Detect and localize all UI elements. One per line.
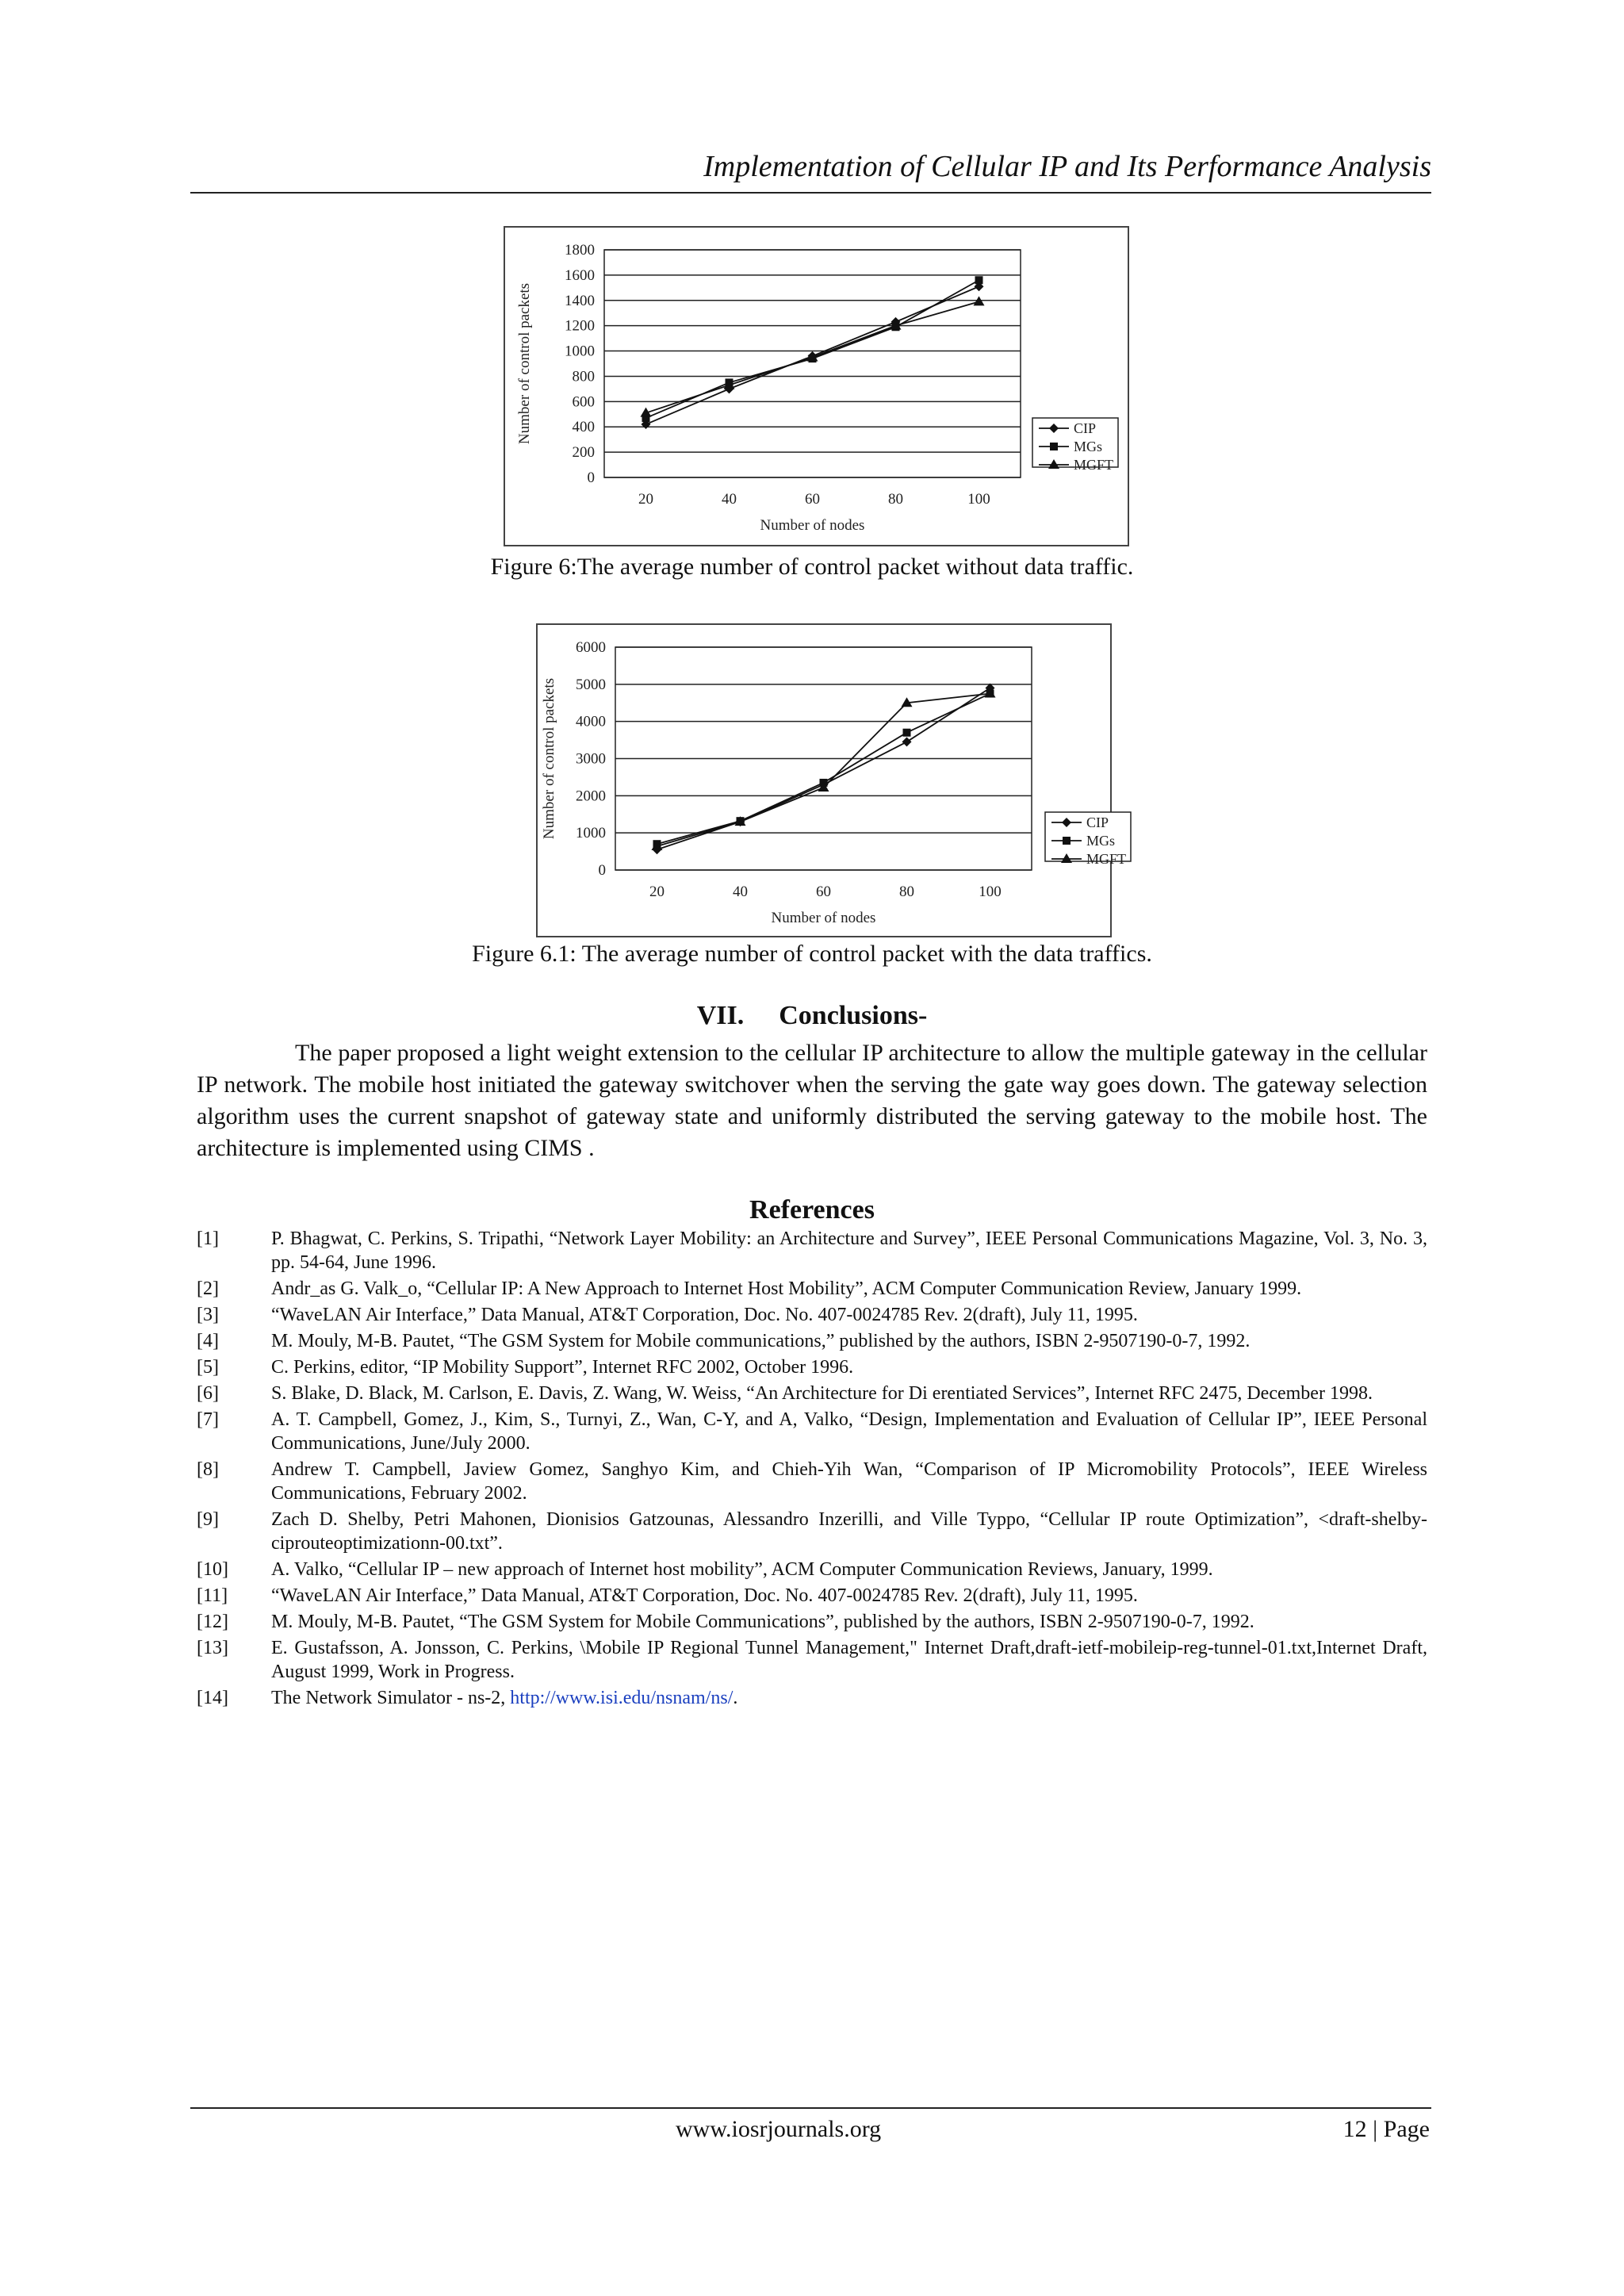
data-point xyxy=(902,737,912,746)
series-line xyxy=(657,694,990,845)
y-tick-label: 2000 xyxy=(576,788,606,805)
reference-text xyxy=(271,1382,1427,1405)
reference-text xyxy=(271,1227,1427,1274)
series-cip xyxy=(653,684,995,855)
figure-6-1-chart xyxy=(536,623,1127,937)
series-line xyxy=(657,688,990,850)
reference-text-body: Andrew T. Campbell, Jaview Gomez, Sanghyo Kim, and Chieh-Yih Wan, “Comparison of IP Micromobility Protocols”, IEEE Wireless Communications, February 2002. xyxy=(271,1459,1427,1504)
reference-item xyxy=(197,1636,1427,1684)
figure-6-1-svg xyxy=(538,625,1127,936)
reference-text-body: M. Mouly, M-B. Pautet, “The GSM System for Mobile Communications”, published by the authors, ISBN 2-9507190-0-7, 1992. xyxy=(271,1612,1254,1632)
reference-text-body: The Network Simulator - ns-2, xyxy=(271,1688,511,1708)
reference-text xyxy=(271,1303,1427,1327)
reference-item xyxy=(197,1408,1427,1455)
reference-text xyxy=(271,1408,1427,1455)
reference-item xyxy=(197,1329,1427,1353)
reference-number: [5] xyxy=(197,1357,219,1378)
reference-text-body: C. Perkins, editor, “IP Mobility Support”, Internet RFC 2002, October 1996. xyxy=(271,1357,854,1378)
reference-text xyxy=(271,1584,1427,1608)
legend-label: MGs xyxy=(1074,439,1103,454)
figure-6-1-caption: Figure 6.1: The average number of control packet with the data traffics. xyxy=(472,941,1152,967)
legend xyxy=(1045,812,1131,867)
x-tick-label: 80 xyxy=(899,884,914,900)
references-heading: References xyxy=(749,1195,875,1225)
y-tick-label: 600 xyxy=(572,393,595,411)
y-tick-label: 0 xyxy=(587,470,595,486)
x-axis-label: Number of nodes xyxy=(760,517,865,534)
reference-number: [4] xyxy=(197,1331,219,1351)
data-point xyxy=(903,729,911,737)
data-point xyxy=(975,276,983,284)
reference-number: [9] xyxy=(197,1509,219,1530)
y-tick-label: 0 xyxy=(598,862,606,879)
x-tick-label: 60 xyxy=(816,884,831,900)
y-tick-label: 1000 xyxy=(565,343,595,360)
reference-number: [8] xyxy=(197,1459,219,1480)
y-tick-label: 1800 xyxy=(565,242,595,259)
y-tick-label: 1400 xyxy=(565,292,595,309)
reference-text-body: “WaveLAN Air Interface,” Data Manual, AT&T Corporation, Doc. No. 407-0024785 Rev. 2(draft), July 11, 1995. xyxy=(271,1305,1138,1325)
reference-number: [2] xyxy=(197,1278,219,1299)
reference-text xyxy=(271,1329,1427,1353)
section-heading xyxy=(0,1001,1624,1031)
y-tick-label: 800 xyxy=(572,368,595,385)
legend-label: CIP xyxy=(1074,420,1097,436)
reference-text-body: A. T. Campbell, Gomez, J., Kim, S., Turnyi, Z., Wan, C-Y, and A, Valko, “Design, Implementation and Evaluation of Cellular IP”, IEEE Personal Communications, June/July 2000. xyxy=(271,1409,1427,1454)
legend-marker xyxy=(1063,837,1071,845)
reference-number: [1] xyxy=(197,1228,219,1249)
y-tick-label: 4000 xyxy=(576,713,606,730)
series-mgs xyxy=(642,276,983,422)
y-tick-label: 1000 xyxy=(576,825,606,842)
footer-url: www.iosrjournals.org xyxy=(676,2116,882,2142)
series-mgft xyxy=(652,688,996,850)
reference-text xyxy=(271,1686,1427,1710)
legend-label: MGs xyxy=(1086,833,1116,849)
y-tick-label: 400 xyxy=(572,419,595,436)
reference-text xyxy=(271,1458,1427,1505)
references-list xyxy=(197,1227,1427,1712)
reference-item xyxy=(197,1277,1427,1301)
legend-label: MGFT xyxy=(1086,851,1127,867)
x-tick-label: 40 xyxy=(733,884,748,900)
reference-text xyxy=(271,1558,1427,1581)
legend-label: MGFT xyxy=(1074,457,1114,473)
reference-text-body: Andr_as G. Valk_o, “Cellular IP: A New Approach to Internet Host Mobility”, ACM Computer Communication Review, January 1999. xyxy=(271,1278,1302,1299)
footer-page-number: 12 | Page xyxy=(1342,2116,1430,2142)
reference-number: [13] xyxy=(197,1638,228,1658)
reference-number: [11] xyxy=(197,1585,228,1606)
reference-text xyxy=(271,1277,1427,1301)
reference-text-body: “WaveLAN Air Interface,” Data Manual, AT&T Corporation, Doc. No. 407-0024785 Rev. 2(draft), July 11, 1995. xyxy=(271,1585,1138,1606)
reference-text-body: P. Bhagwat, C. Perkins, S. Tripathi, “Network Layer Mobility: an Architecture and Survey”, IEEE Personal Communications Magazine, Vol. 3, No. 3, pp. 54-64, June 1996. xyxy=(271,1228,1427,1273)
plot-area xyxy=(604,250,1021,477)
y-axis-label: Number of control packets xyxy=(516,282,533,445)
y-tick-label: 1600 xyxy=(565,266,595,284)
y-tick-label: 6000 xyxy=(576,639,606,656)
figure-6-caption: Figure 6:The average number of control packet without data traffic. xyxy=(490,554,1134,580)
reference-item xyxy=(197,1227,1427,1274)
reference-number: [7] xyxy=(197,1409,219,1430)
reference-text-body: Zach D. Shelby, Petri Mahonen, Dionisios Gatzounas, Alessandro Inzerilli, and Ville Typpo, “Cellular IP route Optimization”, <draft-shelby-ciprouteoptimizationn-00.txt”. xyxy=(271,1509,1427,1554)
reference-number: [12] xyxy=(197,1612,228,1632)
x-tick-label: 40 xyxy=(722,491,737,508)
y-tick-label: 3000 xyxy=(576,750,606,768)
reference-item xyxy=(197,1686,1427,1710)
x-tick-label: 100 xyxy=(979,884,1002,900)
header-rule xyxy=(190,192,1431,194)
reference-text-body: M. Mouly, M-B. Pautet, “The GSM System for Mobile communications,” published by the authors, ISBN 2-9507190-0-7, 1992. xyxy=(271,1331,1251,1351)
reference-number: [14] xyxy=(197,1688,228,1708)
reference-text-body: E. Gustafsson, A. Jonsson, C. Perkins, \Mobile IP Regional Tunnel Management," Internet Draft,draft-ietf-mobileip-reg-tunnel-01.txt,Internet Draft, August 1999, Work in Progress. xyxy=(271,1638,1427,1682)
y-tick-label: 200 xyxy=(572,444,595,462)
x-axis-label: Number of nodes xyxy=(771,910,876,926)
running-header: Implementation of Cellular IP and Its Performance Analysis xyxy=(703,150,1431,183)
conclusions-paragraph: The paper proposed a light weight extension to the cellular IP architecture to allow the multiple gateway in the cellular IP network. The mobile host initiated the gateway switchover when the serving the gate way goes down. The gateway selection algorithm uses the current snapshot of gateway state and uniformly distributed the serving gateway to the mobile host. The architecture is implemented using CIMS . xyxy=(197,1040,1427,1161)
reference-item xyxy=(197,1584,1427,1608)
figure-6-svg xyxy=(505,228,1128,545)
y-tick-label: 5000 xyxy=(576,676,606,693)
x-tick-label: 100 xyxy=(967,491,990,508)
legend xyxy=(1032,418,1118,473)
reference-text-body: S. Blake, D. Black, M. Carlson, E. Davis, Z. Wang, W. Weiss, “An Architecture for Di erentiated Services”, Internet RFC 2475, December 1998. xyxy=(271,1383,1373,1404)
legend-marker xyxy=(1050,443,1058,450)
footer-rule xyxy=(190,2107,1431,2109)
figure-6-chart xyxy=(504,226,1129,546)
reference-text xyxy=(271,1636,1427,1684)
reference-item xyxy=(197,1610,1427,1634)
reference-item xyxy=(197,1458,1427,1505)
reference-text xyxy=(271,1508,1427,1555)
x-tick-label: 20 xyxy=(638,491,653,508)
series-mgs xyxy=(653,690,994,849)
legend-label: CIP xyxy=(1086,815,1109,830)
reference-suffix: . xyxy=(733,1688,738,1708)
reference-item xyxy=(197,1303,1427,1327)
y-tick-label: 1200 xyxy=(565,317,595,335)
x-tick-label: 80 xyxy=(888,491,903,508)
reference-text xyxy=(271,1610,1427,1634)
reference-number: [3] xyxy=(197,1305,219,1325)
reference-text-body: A. Valko, “Cellular IP – new approach of Internet host mobility”, ACM Computer Communication Reviews, January, 1999. xyxy=(271,1559,1213,1580)
reference-text xyxy=(271,1355,1427,1379)
section-title: Conclusions- xyxy=(779,1001,928,1030)
reference-item xyxy=(197,1355,1427,1379)
x-tick-label: 20 xyxy=(649,884,665,900)
x-tick-label: 60 xyxy=(805,491,820,508)
reference-number: [6] xyxy=(197,1383,219,1404)
reference-item xyxy=(197,1508,1427,1555)
section-number: VII. xyxy=(696,1001,745,1030)
y-axis-label: Number of control packets xyxy=(541,677,557,840)
reference-link[interactable]: http://www.isi.edu/nsnam/ns/ xyxy=(510,1688,733,1708)
reference-number: [10] xyxy=(197,1559,228,1580)
reference-item xyxy=(197,1382,1427,1405)
reference-item xyxy=(197,1558,1427,1581)
